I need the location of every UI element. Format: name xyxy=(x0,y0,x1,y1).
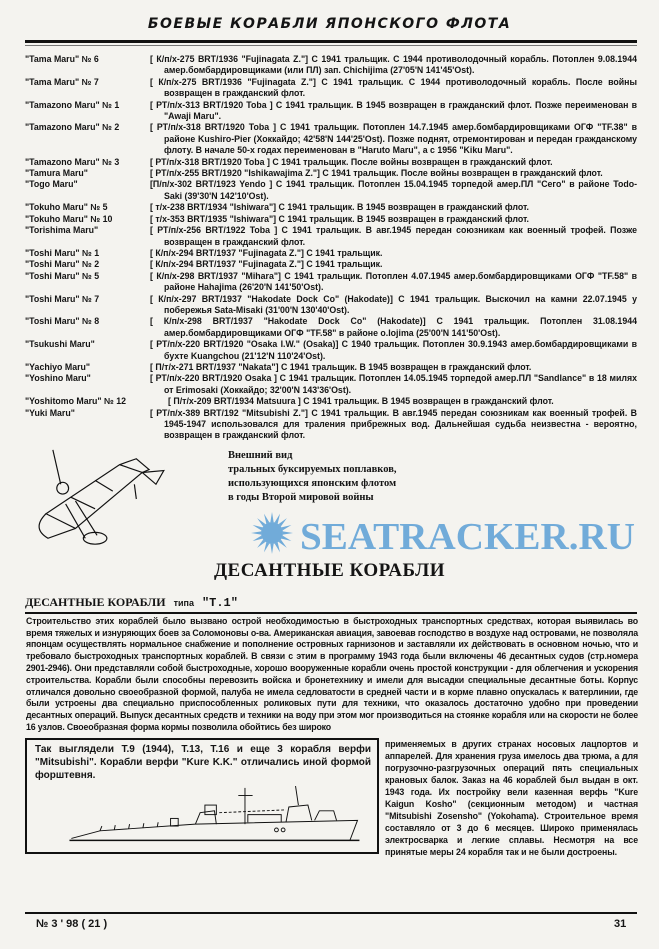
right-column-text: применяемых в других странах носовых лацпортов и аппарелей. Для хранения груза имелось два трюма, а для погрузочно-разгрузочных операций пять специальных крановых балок. Заказ на 46 кораблей был выдан в окт. 1943 года. Их постройку вели казенная верфь "Kure Kaigun Kosho" (секционным методом) и частная "Mitsubishi Zosensho" (Yokohama). Строительное время составляло от 3 до 6 месяцев. Широко применялась электросварка и легкие сплавы. Несмотря на все принятые меры 24 корабля так и не были достроены. xyxy=(385,738,638,857)
page-content xyxy=(0,54,659,858)
sun-ray xyxy=(253,525,263,530)
ship-entry xyxy=(0,373,659,396)
ship-entry xyxy=(0,271,659,294)
minesweeping-float-illustration xyxy=(25,445,175,553)
seatracker-watermark xyxy=(250,511,640,555)
ship-name: "Yoshino Maru" xyxy=(25,373,91,384)
ship-entry xyxy=(0,316,659,339)
footer-rule xyxy=(25,912,637,914)
ship-name: "Tamazono Maru" № 3 xyxy=(25,156,120,167)
ship-name: "Toshi Maru" № 8 xyxy=(25,316,100,327)
caption-line: Внешний вид xyxy=(228,449,293,461)
ship-name: "Yuki Maru" xyxy=(25,407,75,418)
ship-entry xyxy=(0,157,659,168)
ship-entry xyxy=(0,179,659,202)
watermark-text: SEATRACKER.RU xyxy=(300,515,635,555)
section-title: ДЕСАНТНЫЕ КОРАБЛИ xyxy=(213,559,446,581)
ship-description: [ РТ/п/х-256 BRT/1922 Toba ] С 1941 тральщик. В авг.1945 передан союзникам как военный трофей. Позже возвращен в гражданский флот. xyxy=(150,225,637,247)
ship-name: "Tama Maru" № 6 xyxy=(25,54,99,64)
sun-ray xyxy=(281,525,291,530)
ship-name: "Tamura Maru" xyxy=(25,168,88,179)
ship-description: [ П/т/х-271 BRT/1937 "Nakata"] С 1941 тральщик. В 1945 возвращен в гражданский флот. xyxy=(150,361,532,372)
ship-entry xyxy=(0,168,659,179)
ship-entry xyxy=(0,225,659,248)
ship-list xyxy=(0,54,659,442)
sun-ray xyxy=(253,535,263,540)
subsection-heading xyxy=(25,595,637,614)
ship-description: [ К/п/х-298 BRT/1937 "Hakodate Dock Co" (Hakodate)] С 1941 тральщик. Потоплен 31.08.1944 амер.бомбардировщиками ОГФ "TF.58" в районе о.Iojima (25'00'N 141'50'Ost). xyxy=(150,316,637,338)
header-rule-thin xyxy=(25,45,637,46)
figure1-caption xyxy=(228,449,397,505)
ship-description: [ К/п/х-298 BRT/1937 "Mihara"] С 1941 тральщик. Потоплен 4.07.1945 амер.бомбардировщиками ОГФ "TF.58" в районе Hahajima (26'20'N 141'50'Ost). xyxy=(150,270,637,293)
ship-description: [ РТ/п/х-313 BRT/1920 Toba ] С 1941 тральщик. В 1945 возвращен в гражданский флот. Позже переименован в "Awaji Maru". xyxy=(150,99,637,122)
sun-ray xyxy=(257,518,265,526)
ship-name: "Toshi Maru" № 1 xyxy=(25,247,100,258)
caption-line: в годы Второй мировой войны xyxy=(228,491,374,503)
ship-name: "Tokuho Maru" № 10 xyxy=(25,213,113,224)
ship-description: [ РТ/п/х-220 BRT/1920 "Osaka I.W." (Osaka)] С 1940 тральщик. Потоплен 30.9.1943 амер.бомбардировщиками в бухте Kuangchou (21'12'N 110'24'Ost). xyxy=(150,339,637,361)
ship-entry xyxy=(0,339,659,362)
ship-description: [ К/п/х-275 BRT/1936 "Fujinagata Z."] С 1941 тральщик. С 1944 противолодочный корабль. Потоплен 9.08.1944 амер.бомбардировщиками (или ПЛ) зап. Chichijima (27'05'N 141'45'Ost). xyxy=(150,54,637,76)
ship-description: [ П/т/х-209 BRT/1934 Matsuura ] С 1941 тральщик. В 1945 возвращен в гражданский флот. xyxy=(168,396,554,407)
ship-name: "Tsukushi Maru" xyxy=(25,339,95,350)
ship-entry xyxy=(0,396,659,407)
sun-ray xyxy=(264,542,269,552)
ship-description: [ РТ/п/х-389 BRT/192 "Mitsubishi Z."] С 1941 тральщик. В авг.1945 передан союзникам как военный трофей. В 1945-1947 использовался для траления прибрежных вод. Дальнейшая судьба неизвестна - вероятно, возвращен в гражданский флот. xyxy=(150,407,637,441)
ship-name: "Tamazono Maru" № 2 xyxy=(25,122,120,133)
header-rule xyxy=(25,40,637,43)
ship-name: "Tama Maru" № 7 xyxy=(25,76,99,87)
ship-name: "Tokuho Maru" № 5 xyxy=(25,202,108,213)
caption-line: тральных буксируемых поплавков, xyxy=(228,463,397,475)
ship-description: [ РТ/п/х-318 BRT/1920 Toba ] С 1941 тральщик. После войны возвращен в гражданский флот. xyxy=(150,156,553,167)
ship-name: "Tamazono Maru" № 1 xyxy=(25,99,120,110)
ship-entry xyxy=(0,54,659,77)
ship-entry xyxy=(0,202,659,213)
sun-ray xyxy=(279,518,287,526)
sun-ray xyxy=(270,512,273,522)
subsection-title: ДЕСАНТНЫЕ КОРАБЛИ xyxy=(25,594,166,609)
ship-description: [ РТ/п/х-220 BRT/1920 Osaka ] С 1941 тральщик. Потоплен 14.05.1945 торпедой амер.ПЛ "Sandlance" в 18 милях от Erimosaki (Хоккайдо; 32'00'N 143'36'Ost). xyxy=(150,373,637,395)
figure2-box xyxy=(25,738,379,854)
sun-ray xyxy=(281,535,291,540)
ship-description: [ К/п/х-294 BRT/1937 "Fujinagata Z."] С 1941 тральщик. xyxy=(150,259,383,270)
ship-name: "Toshi Maru" № 7 xyxy=(25,293,100,304)
ship-description: [П/п/х-302 BRT/1923 Yendo ] С 1941 тральщик. Потоплен 15.04.1945 торпедой амер.ПЛ "Сего" в районе Todo-Saki (39'30'N 142'10'Ost). xyxy=(150,179,637,201)
ship-description: [ т/х-238 BRT/1934 "Ishiwara"] С 1941 тральщик. В 1945 возвращен в гражданский флот. xyxy=(150,202,529,213)
sun-ray xyxy=(283,531,293,534)
figure2-row xyxy=(25,738,638,858)
page-number: 31 xyxy=(614,918,627,930)
ship-description: [ РТ/п/х-318 BRT/1920 Toba ] С 1941 тральщик. Потоплен 14.7.1945 амер.бомбардировщиками ОГФ "TF.38" в районе Kushiro-Pier (Хоккайдо; 42'58'N 144'25'Ost). Позже поднят, отремонтирован и передан гражданскому флоту. В начале 50-х годах переименован в "Haruto Maru", а с 1956 "Kiku Maru". xyxy=(150,122,637,156)
ship-entry xyxy=(0,294,659,317)
ship-description: [ т/х-353 BRT/1935 "Ishiwara"] С 1941 тральщик. В 1945 возвращен в гражданский флот. xyxy=(150,213,529,224)
ship-description: [ К/п/х-294 BRT/1937 "Fujinagata Z."] С 1941 тральщик. xyxy=(150,247,383,258)
sun-ray xyxy=(264,513,269,523)
ship-name: "Togo Maru" xyxy=(25,179,78,190)
caption-line: использующихся японским флотом xyxy=(228,477,397,489)
landing-ship-drawing xyxy=(35,786,371,848)
ship-name: "Yachiyo Maru" xyxy=(25,361,91,372)
ship-description: [ К/п/х-275 BRT/1936 "Fujinagata Z."] С 1941 тральщик. С 1944 противолодочный корабль. После войны возвращен в гражданский флот. xyxy=(150,76,637,99)
sun-ray xyxy=(275,513,280,523)
sun-ray xyxy=(251,531,261,534)
sun-ray xyxy=(257,539,265,547)
ship-entry xyxy=(0,259,659,270)
sun-ray xyxy=(279,539,287,547)
issue-number: № 3 ' 98 ( 21 ) xyxy=(36,918,108,930)
ship-description: [ РТ/п/х-255 BRT/1920 "Ishikawajima Z."] С 1941 тральщик. После войны возвращен в гражданский флот. xyxy=(150,168,603,179)
sun-logo-icon xyxy=(251,512,293,554)
ship-entry xyxy=(0,122,659,156)
ship-entry xyxy=(0,100,659,123)
figure2-caption: Так выглядели Т.9 (1944), Т.13, Т.16 и еще 3 корабля верфи "Mitsubishi". Корабли верфи "Kure K.K." отличались иной формой форштевня. xyxy=(35,743,371,781)
ship-entry xyxy=(0,408,659,442)
sun-ray xyxy=(275,542,280,552)
ship-name: "Toshi Maru" № 2 xyxy=(25,259,100,270)
ship-entry xyxy=(0,214,659,225)
body-paragraph: Строительство этих кораблей было вызвано острой необходимостью в быстроходных транспортных средствах, которая выявилась во время тяжелых и изнуряющих боев за Соломоновы о-ва. Американская авиация, завоевав господство в воздухе над островами, не позволяла японцам осуществлять нормальное снабжение и пополнение островных гарнизонов и заставляли их действовать в основном ночью, что и требовало быстроходных транспортных кораблей. В связи с этим в программу 1943 года были включены 46 десантных судов (стр.номера 2901-2946). Они представляли собой быстроходные, хорошо вооруженные корабли очень простой конструкции - для облегчения и ускорения строительства. Корабли были способны перевозить войска и бронетехнику и имели для высадки специальные десантные боты. Корпус отличался довольно своеобразной формой, палуба не имела седловатости в средней части и в корме плавно опускалась к ватерлинии, где были устроены два специально приспособленных роликовых пути для техники, что оказалось достаточно удобно при проведении десантных операций. Выпуск десантных средств и техники на воду при этом мог производиться на стоянке корабля или на скорости не более 16 узлов. Своеобразная форма кормы позволила обойтись без широко xyxy=(26,615,638,732)
type-name: "Т.1" xyxy=(201,595,238,610)
ship-entry xyxy=(0,77,659,100)
ship-entry xyxy=(0,362,659,373)
ship-entry xyxy=(0,248,659,259)
figure1 xyxy=(0,445,659,555)
ship-description: [ К/п/х-297 BRT/1937 "Hakodate Dock Co" (Hakodate)] С 1941 тральщик. Выскочил на камни 22.07.1945 у побережья Sata-Misaki (31'00'N 130'40'Ost). xyxy=(150,293,637,315)
running-header: БОЕВЫЕ КОРАБЛИ ЯПОНСКОГО ФЛОТА xyxy=(147,16,512,32)
type-word: типа xyxy=(173,597,194,608)
sun-ray xyxy=(270,544,273,554)
ship-name: "Toshi Maru" № 5 xyxy=(25,270,100,281)
ship-name: "Torishima Maru" xyxy=(25,225,99,236)
ship-name: "Yoshitomo Maru" № 12 xyxy=(25,396,127,407)
